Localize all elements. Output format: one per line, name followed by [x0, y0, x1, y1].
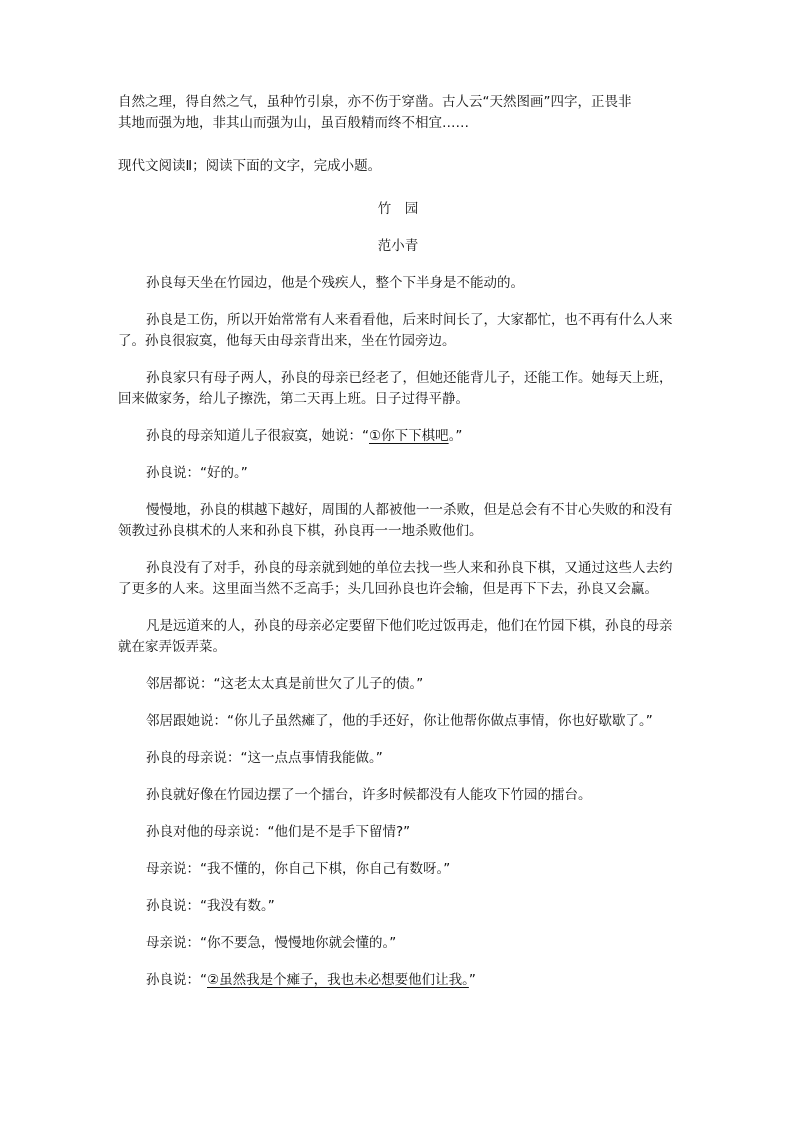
story-paragraph: 邻居都说：“这老太太真是前世欠了儿子的债。”: [146, 676, 424, 692]
intro-paragraph: [118, 92, 678, 134]
document-content: [118, 92, 678, 991]
story-paragraph: 母亲说：“你不要急，慢慢地你就会懂的。”: [146, 935, 397, 951]
story-paragraph: 邻居跟她说：“你儿子虽然瘫了，他的手还好，你让他帮你做点事情，你也好歇歇了。”: [146, 713, 653, 729]
underlined-sentence-1: ①你下下棋吧: [369, 428, 449, 444]
story-paragraph: 慢慢地，孙良的棋越下越好，周围的人都被他一一杀败，但是总会有不甘心失败的和没有领教过孙良棋术的人来和孙良下棋，孙良再一一地杀败他们。: [118, 502, 673, 539]
story-paragraph-underlined-2: [118, 970, 678, 991]
story-paragraph: 孙良就好像在竹园边摆了一个擂台，许多时候都没有人能攻下竹园的擂台。: [146, 787, 592, 803]
intro-line-2: 其地而强为地，非其山而强为山，虽百般精而终不相宜……: [118, 115, 469, 131]
story-paragraph: 孙良家只有母子两人，孙良的母亲已经老了，但她还能背儿子，还能工作。她每天上班，回来做家务，给儿子擦洗，第二天再上班。日子过得平静。: [118, 370, 673, 407]
story-title: 竹 园: [377, 201, 419, 217]
story-paragraph: 孙良的母亲说：“这一点点事情我能做。”: [146, 750, 383, 766]
story-author: 范小青: [377, 238, 419, 254]
story-paragraph-underlined-1: [118, 426, 678, 447]
story-paragraph: 凡是远道来的人，孙良的母亲必定要留下他们吃过饭再走，他们在竹园下棋，孙良的母亲就在家弄饭弄菜。: [118, 618, 673, 655]
story-paragraph: 孙良是工伤，所以开始常常有人来看看他，后来时间长了，大家都忙，也不再有什么人来了。孙良很寂寞，他每天由母亲背出来，坐在竹园旁边。: [118, 312, 673, 349]
underlined-sentence-2: ②虽然我是个瘫子，我也未必想要他们让我。: [207, 972, 469, 988]
story-paragraph: 孙良没有了对手，孙良的母亲就到她的单位去找一些人来和孙良下棋，又通过这些人去约了更多的人来。这里面当然不乏高手；头几回孙良也许会输，但是再下下去，孙良又会赢。: [118, 560, 673, 597]
story-paragraph: 孙良说：“我没有数。”: [146, 898, 275, 914]
paragraph-text: 孙良的母亲知道儿子很寂寞，她说：“: [146, 428, 369, 444]
intro-line-1: 自然之理，得自然之气，虽种竹引泉，亦不伤于穿凿。古人云“天然图画”四字，正畏非: [118, 94, 632, 110]
story-paragraph: 孙良对他的母亲说：“他们是不是手下留情?”: [146, 824, 411, 840]
paragraph-text: 孙良说：“: [146, 972, 207, 988]
paragraph-text: 。”: [448, 428, 463, 444]
section-heading: 现代文阅读Ⅱ；阅读下面的文字，完成小题。: [118, 158, 382, 174]
story-paragraph: 孙良每天坐在竹园边，他是个残疾人，整个下半身是不能动的。: [146, 275, 524, 291]
story-paragraph: 母亲说：“我不懂的，你自己下棋，你自己有数呀。”: [146, 861, 451, 877]
story-paragraph: 孙良说：“好的。”: [146, 465, 248, 481]
paragraph-text: ”: [468, 972, 476, 988]
